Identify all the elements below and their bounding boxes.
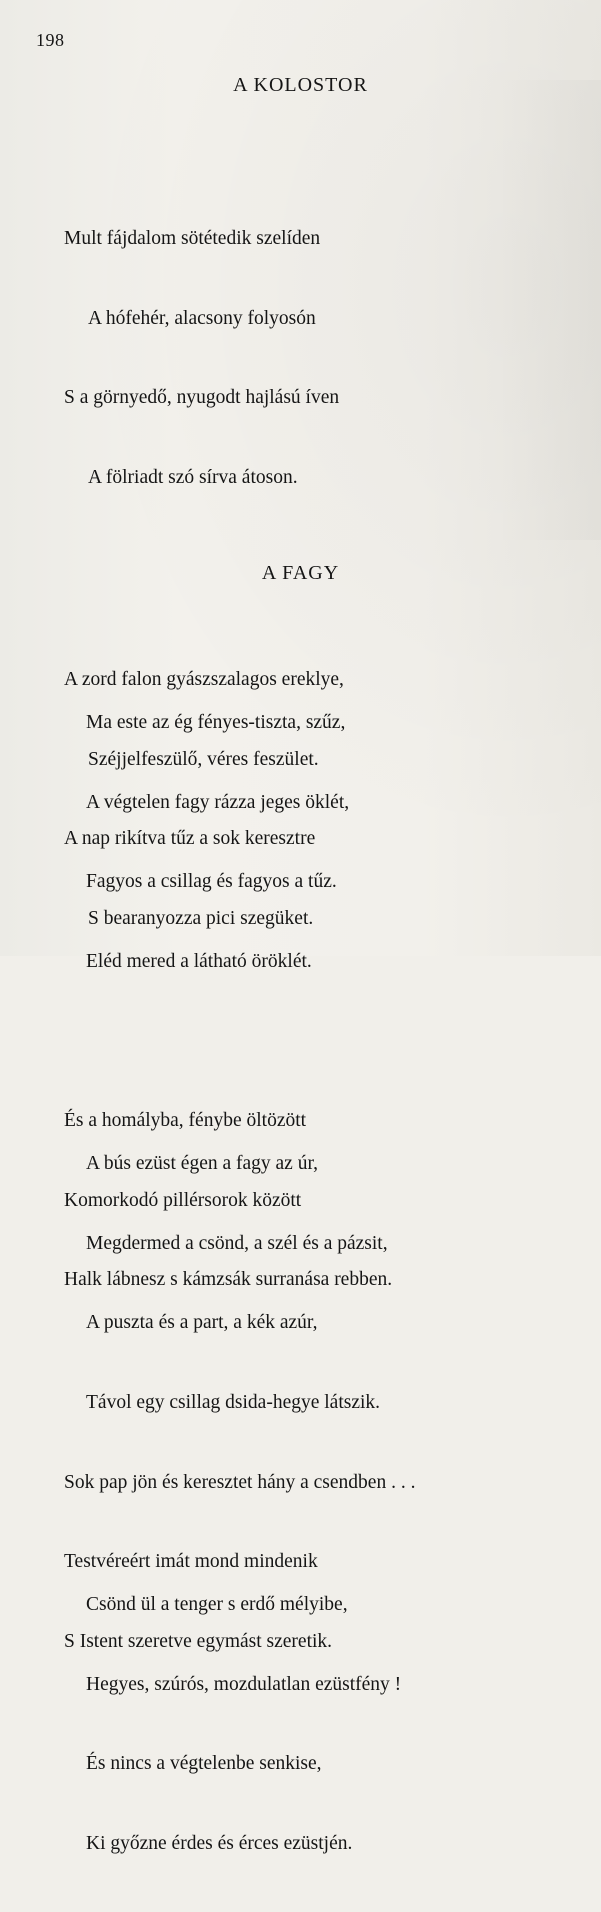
poem-line: A nap rikítva tűz a sok keresztre (64, 828, 316, 849)
poem-line: Testvéreért imát mond mindenik (64, 1551, 318, 1572)
poem-line: Halk lábnesz s kámzsák surranása rebben. (64, 1269, 393, 1290)
poem-line: A zord falon gyászszalagos ereklye, (64, 669, 344, 690)
poem-line: A puszta és a part, a kék azúr, (86, 1312, 318, 1333)
poem-line: Mult fájdalom sötétedik szelíden (64, 228, 321, 249)
poem-fagy (86, 604, 401, 1912)
poem-line: Csönd ül a tenger s erdő mélyibe, (86, 1594, 348, 1615)
poem-line: Fagyos a csillag és fagyos a tűz. (86, 871, 337, 892)
poem-title-kolostor: A KOLOSTOR (233, 74, 368, 96)
poem-line: Ki győzne érdes és érces ezüstjén. (86, 1832, 353, 1854)
poem-line: S bearanyozza pici szegüket. (88, 907, 314, 929)
poem-line: Megdermed a csönd, a szél és a pázsit, (86, 1232, 388, 1254)
stanza-2 (86, 1098, 401, 1469)
poem-line: Ma este az ég fényes-tiszta, szűz, (86, 712, 346, 733)
poem-line: S Istent szeretve egymást szeretik. (64, 1630, 333, 1652)
stanza-3 (86, 1539, 401, 1910)
show-through-shadow (497, 80, 601, 540)
poem-title-fagy: A FAGY (261, 562, 340, 584)
stanza-1 (64, 173, 415, 544)
poem-line: Hegyes, szúrós, mozdulatlan ezüstfény ! (86, 1673, 402, 1695)
poem-line: A hófehér, alacsony folyosón (88, 307, 316, 329)
poem-line: Eléd mered a látható öröklét. (86, 950, 312, 972)
poem-line: A bús ezüst égen a fagy az úr, (86, 1153, 319, 1174)
poem-line: S a görnyedő, nyugodt hajlású íven (64, 387, 340, 408)
poem-line: Széjjelfeszülő, véres feszület. (88, 748, 319, 770)
poem-line: A végtelen fagy rázza jeges öklét, (86, 791, 350, 813)
poem-line: Komorkodó pillérsorok között (64, 1189, 302, 1211)
page-number: 198 (36, 30, 65, 50)
poem-line: Sok pap jön és keresztet hány a csendben . . . (64, 1471, 416, 1493)
stanza-1 (86, 657, 401, 1028)
poem-line: És a homályba, fénybe öltözött (64, 1110, 307, 1131)
poem-line: A fölriadt szó sírva átoson. (88, 466, 298, 488)
poem-line: Távol egy csillag dsida-hegye látszik. (86, 1391, 381, 1413)
poem-line: És nincs a végtelenbe senkise, (86, 1753, 322, 1774)
